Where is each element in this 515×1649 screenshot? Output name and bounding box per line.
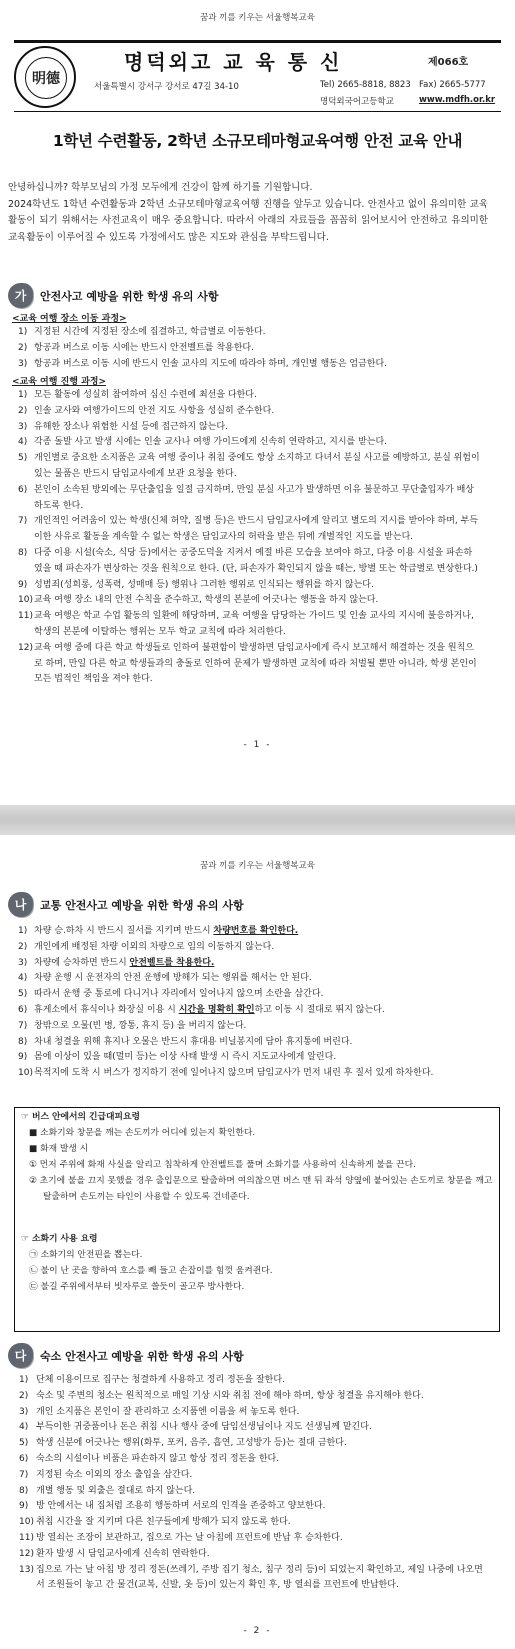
item-number: 10): [19, 1517, 34, 1528]
item-number: 3): [19, 1406, 29, 1417]
progress-rule-item: [0, 483, 490, 515]
item-number: 4): [19, 1422, 29, 1433]
subsection-travel-title: <교육 여행 장소 이동 과정>: [12, 314, 127, 324]
item-text: 모든 활동에 성실히 참여하여 심신 수련에 최선을 다한다.: [34, 390, 257, 400]
item-text: 환자 발생 시 담임교사에게 신속히 연락한다.: [36, 1548, 210, 1559]
item-text: 몸에 이상이 있을 때(멀미 등)는 이상 사태 발생 시 즉시 지도교사에게 알린다.: [34, 1052, 337, 1063]
item-number: 1): [18, 327, 28, 337]
item-number: 2): [18, 342, 28, 353]
item-text: 항공과 버스로 이동 시에는 반드시 안전벨트를 착용한다.: [34, 342, 254, 353]
travel-rule-item: [0, 325, 490, 341]
item-text: 차량 승.하차 시 반드시 질서를 지키며 반드시: [34, 926, 214, 936]
progress-rule-item: [0, 420, 490, 436]
newsletter-title: 명덕외고 교 육 통 신: [124, 50, 343, 74]
progress-rule-item: [0, 641, 490, 688]
fire-step-1: ① 먼저 주위에 화재 사실을 알리고 침착하게 안전벨트를 풀며 소화기를 사용하여 신속하게 불을 끈다.: [29, 1160, 416, 1170]
item-text: 단체 이용이므로 집구는 청결하게 사용하고 정리 정돈을 잘한다.: [36, 1375, 285, 1385]
progress-rule-item: [0, 514, 490, 546]
item-text: 휴게소에서 휴식이나 화장실 이용 시: [34, 1004, 179, 1015]
progress-rule-item: [0, 451, 490, 483]
item-number: 12): [19, 1548, 34, 1559]
item-text: 지정된 숙소 이외의 장소 출입을 삼간다.: [36, 1469, 193, 1480]
item-text: 교육 여행은 학교 수업 활동의 일환에 해당하며, 교육 여행을 담당하는 가이드 및 인솔 교사의 지시에 불응하거나, 학생의 본분에 이탈하는 행위는 모두 학교 교칙에 따라 처리한다.: [34, 611, 474, 637]
item-number: 2): [18, 941, 28, 952]
item-number: 10): [18, 1068, 33, 1079]
item-text: 개인적인 어려움이 있는 학생(신체 허약, 질병 등)은 반드시 담임교사에게 알리고 별도의 지시를 받아야 하며, 부득이한 사유로 활동을 계속할 수 없는 학생은 담임교사의 허락을 받은 뒤에 개별적인 지도를 받는다.: [34, 516, 479, 543]
bus-bullet-fire: ■ 화재 발생 시: [29, 1144, 89, 1154]
item-text: 방 안에서는 내 집처럼 조용히 행동하며 서로의 인격을 존중하고 양보한다.: [36, 1501, 326, 1512]
item-text: 교육 여행 중에 다른 학교 학생들로 인하여 불편함이 발생하면 담임교사에게 즉시 보고해서 해결하는 것을 원칙으로 하며, 만일 다른 학교 학생들과의 충돌로 인하여 문제가 발생하면 교칙에 따라 처벌될 뿐만 아니라, 학생 본인이 모든 법적인 책임을 져야 한다.: [34, 642, 477, 685]
page-1: [0, 0, 515, 805]
item-text: 인솔 교사와 여행가이드의 안전 지도 사항을 성실히 준수한다.: [34, 405, 275, 416]
progress-rule-item: [0, 578, 490, 594]
lodging-rule-item: [0, 1515, 500, 1531]
lodging-rule-item: [0, 1531, 500, 1547]
item-number: 4): [18, 973, 28, 984]
item-number: 5): [18, 453, 28, 464]
traffic-rule-item: [0, 971, 500, 987]
item-number: 1): [18, 390, 28, 400]
lodging-rule-item: [0, 1420, 500, 1436]
bus-evacuation-heading: ☞ 버스 안에서의 긴급대피요령: [21, 1112, 141, 1122]
travel-rule-item: [0, 341, 490, 357]
header-slogan: 꿈과 끼를 키우는 서울행복교육: [200, 13, 315, 23]
section-a-heading: [8, 283, 219, 308]
item-text: 부득이한 귀중품이나 돈은 취침 시나 행사 중에 담임선생님이나 지도 선생님께 맡긴다.: [36, 1422, 372, 1433]
travel-rule-item: [0, 357, 490, 373]
section-b-badge: 나: [8, 892, 33, 917]
progress-rule-item: [0, 435, 490, 451]
traffic-rule-item: [0, 1003, 500, 1019]
traffic-rule-item: [0, 956, 500, 972]
item-text: 교육 여행 장소 내의 안전 수칙을 준수하고, 학생의 본분에 어긋나는 행동을 하지 않는다.: [34, 595, 379, 606]
item-text: 취침 시간을 잘 지키며 다른 친구들에게 방해가 되지 않도록 한다.: [36, 1517, 291, 1528]
lodging-rule-item: [0, 1389, 500, 1405]
item-number: 13): [19, 1564, 34, 1575]
section-b-heading: [8, 892, 244, 917]
subsection-progress-title: <교육 여행 진행 과정>: [12, 377, 107, 387]
page-number-1: - 1 -: [243, 740, 272, 750]
progress-rule-item: [0, 593, 490, 609]
item-emphasis: 차량번호를 확인한다.: [213, 926, 299, 936]
item-number: 1): [19, 1375, 29, 1385]
item-emphasis: 안전벨트를 착용한다.: [129, 957, 215, 968]
progress-rule-item: [0, 388, 490, 404]
item-text: 숙소 및 주변의 청소는 원칙적으로 매일 기상 시와 취침 전에 해야 하며, 항상 청결을 유지해야 한다.: [36, 1390, 424, 1401]
lodging-rule-item: [0, 1405, 500, 1421]
item-number: 7): [18, 516, 28, 527]
school-fax: Fax) 2665-5777: [419, 80, 486, 90]
section-c-badge: 다: [8, 1343, 33, 1368]
extinguisher-step-1: ㉠ 소화기의 안전핀을 뽑는다.: [29, 1250, 143, 1260]
school-address: 서울특별시 강서구 강서로 47길 34-10: [94, 82, 239, 92]
school-name: 명덕외국어고등학교: [320, 97, 394, 107]
page-number-2: - 2 -: [243, 1626, 272, 1636]
section-c-heading: [8, 1343, 244, 1368]
item-text: 본인이 소속된 방외에는 무단출입을 일절 금지하며, 만일 분실 사고가 발생하면 이유 불문하고 무단출입자가 배상하도록 한다.: [34, 484, 474, 511]
item-number: 12): [18, 642, 33, 653]
lodging-rule-item: [0, 1499, 500, 1515]
item-text: 숙소의 시설이나 비품은 파손하지 않고 항상 정리 정돈을 한다.: [36, 1453, 280, 1464]
item-text: 학생 신분에 어긋나는 행위(화투, 포커, 음주, 흡연, 고성방가 등)는 절대 금한다.: [36, 1438, 347, 1449]
item-text: 각종 돌발 사고 발생 시에는 인솔 교사나 여행 가이드에게 신속히 연락하고, 지시를 받는다.: [34, 437, 388, 448]
item-number: 8): [18, 547, 28, 558]
section-a-badge: 가: [8, 283, 33, 308]
item-number: 3): [18, 421, 28, 432]
lodging-rule-item: [0, 1373, 500, 1389]
item-emphasis: 시간을 명확히 확인: [178, 1004, 255, 1015]
extinguisher-heading: ☞ 소화기 사용 요령: [21, 1234, 98, 1244]
item-text: 성범죄(성희롱, 성폭력, 성매매 등) 행위나 그러한 행위로 인식되는 행위를 하지 않는다.: [34, 579, 374, 590]
item-number: 5): [18, 989, 28, 1000]
item-number: 7): [18, 1020, 28, 1031]
section-a-title: 안전사고 예방을 위한 학생 유의 사항: [40, 289, 219, 303]
lodging-rule-item: [0, 1547, 500, 1563]
item-text: 개인별로 중요한 소지품은 교육 여행 중이나 취침 중에도 항상 소지하고 다녀서 분실 사고를 예방하고, 분실 위험이 있는 물품은 반드시 담임교사에게 보관 요청을 한다.: [34, 453, 480, 479]
item-text: 다중 이용 시설(숙소, 식당 등)에서는 공중도덕을 지켜서 예절 바른 모습을 보여야 하고, 다중 이용 시설을 파손하였을 때 파손자가 변상하는 것을 원칙으로 한다. (단, 파손자가 확인되지 않을 때는, 방별 또는 학급별로 변상한다.): [34, 547, 478, 574]
progress-rule-item: [0, 546, 490, 578]
lodging-rule-item: [0, 1452, 500, 1468]
lodging-rule-item: [0, 1484, 500, 1500]
item-number: 8): [18, 1036, 28, 1047]
item-number: 11): [19, 1532, 34, 1543]
travel-rules-list: [0, 325, 490, 372]
issue-number: 제066호: [428, 57, 469, 68]
item-number: 3): [18, 358, 28, 369]
item-number: 10): [18, 595, 33, 606]
document-title: 1학년 수련활동, 2학년 소규모테마형교육여행 안전 교육 안내: [52, 132, 463, 150]
traffic-rule-item: [0, 1019, 500, 1035]
extinguisher-step-3: ㉢ 불길 주위에서부터 빗자루로 쓸듯이 골고루 방사한다.: [29, 1282, 245, 1292]
fire-step-2: ② 초기에 불을 끄지 못했을 경우 출입문으로 탈출하며 여의찮으면 버스 맨 뒤 좌석 양옆에 붙어있는 손도끼로 창문을 깨고 탈출하며 손도끼는 타인이 사용할 수 있도록 건네준다.: [29, 1176, 493, 1202]
intro-body: 2024학년도 1학년 수련활동과 2학년 소규모테마형교육여행 진행을 앞두고 있습니다. 안전사고 없이 유의미한 교육활동이 되기 위해서는 사전교육이 매우 중요합니다. 따라서 아래의 자료들을 꼼꼼히 읽어보시어 안전하고 유의미한 교육활동이 이루어질 수 있도록 가정에서도 많은 지도와 관심을 부탁드립니다.: [8, 198, 488, 243]
lodging-rules-list: [0, 1373, 500, 1594]
item-text: 항공과 버스로 이동 시에 반드시 인솔 교사의 지도에 따라야 하며, 개인별 행동은 엄금한다.: [34, 358, 388, 369]
traffic-rules-list: [0, 924, 500, 1082]
bus-bullet-extinguisher: ■ 소화기와 창문을 깨는 손도끼가 어디에 있는지 확인한다.: [29, 1128, 256, 1138]
item-number: 5): [19, 1438, 29, 1449]
item-text-after: 하고 이동 시 절대로 뛰지 않는다.: [254, 1004, 385, 1015]
page-separator: [0, 805, 515, 835]
item-text: 따라서 운행 중 통로에 다니거나 자리에서 일어나지 않으며 소란을 삼간다.: [34, 989, 324, 1000]
item-number: 2): [19, 1390, 29, 1401]
lodging-rule-item: [0, 1563, 500, 1595]
item-text: 방 열쇠는 조장이 보관하고, 집으로 가는 날 아침에 프런트에 반납 후 승차한다.: [36, 1532, 343, 1543]
item-number: 2): [18, 405, 28, 416]
traffic-rule-item: [0, 924, 500, 940]
item-text: 지정된 시간에 지정된 장소에 집결하고, 학급별로 이동한다.: [34, 327, 266, 337]
item-text: 개별 행동 및 외출은 절대로 하지 않는다.: [36, 1485, 196, 1496]
header-slogan-2: 꿈과 끼를 키우는 서울행복교육: [200, 861, 315, 871]
item-number: 6): [18, 484, 28, 495]
item-number: 9): [18, 1052, 28, 1063]
item-number: 11): [18, 611, 33, 622]
school-seal-logo: [14, 46, 76, 108]
intro-paragraph: [8, 180, 488, 246]
school-website-link[interactable]: www.mdfh.or.kr: [419, 95, 496, 105]
seal-glyph: 明德: [32, 71, 60, 87]
masthead: [14, 40, 501, 112]
traffic-rule-item: [0, 1066, 500, 1082]
item-text: 목적지에 도착 시 버스가 정지하기 전에 일어나지 않으며 담임교사가 먼저 내린 후 질서 있게 하차한다.: [34, 1068, 434, 1079]
traffic-rule-item: [0, 1050, 500, 1066]
item-number: 8): [19, 1485, 29, 1496]
item-text: 차량에 승차하면 반드시: [34, 957, 130, 968]
section-c-title: 숙소 안전사고 예방을 위한 학생 유의 사항: [40, 1349, 244, 1363]
item-number: 9): [18, 579, 28, 590]
item-text: 개인에게 배정된 차량 이외의 차량으로 임의 이동하지 않는다.: [34, 941, 275, 952]
school-tel: Tel) 2665-8818, 8823: [320, 80, 411, 90]
item-text: 창밖으로 오물(빈 병, 깡통, 휴지 등) 을 버리지 않는다.: [34, 1020, 247, 1031]
item-text: 차내 청결을 위해 휴지나 오물은 반드시 휴대용 비닐봉지에 담아 휴지통에 버린다.: [34, 1036, 353, 1047]
traffic-rule-item: [0, 940, 500, 956]
item-text: 집으로 가는 날 아침 방 정리 정돈(쓰레기, 주방 집기 청소, 침구 정리 등)이 되었는지 확인하고, 제일 나중에 나오면서 조원들이 놓고 간 물건(교복, 신발, 옷 등)이 있는지 확인 후, 방 열쇠를 프런트에 반납한다.: [36, 1564, 483, 1591]
progress-rules-list: [0, 388, 490, 688]
item-number: 7): [19, 1469, 29, 1480]
item-number: 4): [18, 437, 28, 448]
item-number: 3): [18, 957, 28, 968]
item-number: 9): [19, 1501, 29, 1512]
extinguisher-step-2: ㉡ 불이 난 곳을 향하여 호스를 빼 들고 손잡이를 힘껏 움켜쥔다.: [29, 1266, 273, 1276]
lodging-rule-item: [0, 1468, 500, 1484]
traffic-rule-item: [0, 987, 500, 1003]
item-number: 6): [19, 1453, 29, 1464]
progress-rule-item: [0, 404, 490, 420]
progress-rule-item: [0, 609, 490, 641]
item-number: 6): [18, 1004, 28, 1015]
emergency-evacuation-box: [14, 1107, 500, 1332]
item-text: 개인 소지품은 본인이 잘 관리하고 소지품엔 이름을 써 놓도록 한다.: [36, 1406, 300, 1417]
item-text: 차량 운행 시 운전자의 안전 운행에 방해가 되는 행위를 해서는 안 된다.: [34, 973, 312, 984]
item-text: 유해한 장소나 위험한 시설 등에 접근하지 않는다.: [34, 421, 228, 432]
item-number: 1): [18, 926, 28, 936]
lodging-rule-item: [0, 1436, 500, 1452]
traffic-rule-item: [0, 1035, 500, 1051]
intro-greeting: 안녕하십니까? 학부모님의 가정 모두에게 건강이 함께 하기를 기원합니다.: [8, 182, 313, 193]
section-b-title: 교통 안전사고 예방을 위한 학생 유의 사항: [40, 898, 244, 912]
